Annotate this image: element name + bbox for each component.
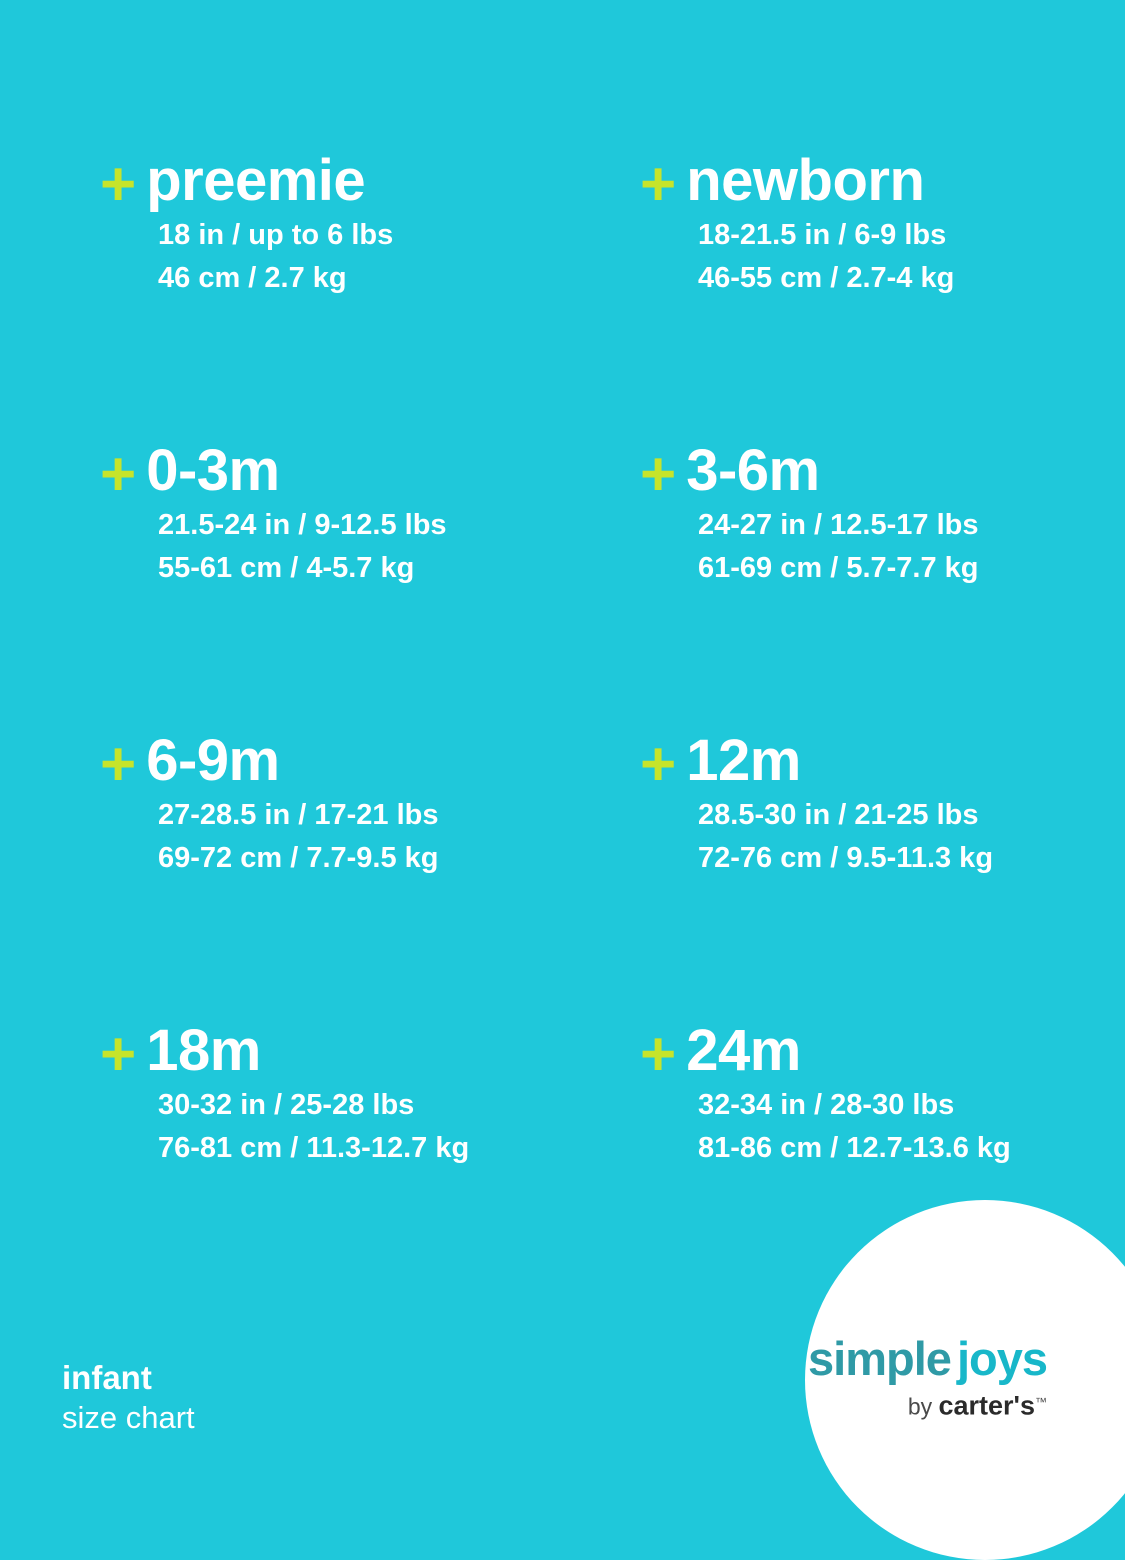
size-imperial: 18-21.5 in / 6-9 lbs bbox=[698, 219, 947, 251]
size-imperial: 28.5-30 in / 21-25 lbs bbox=[698, 799, 979, 831]
plus-icon: + bbox=[100, 1020, 137, 1089]
size-metric: 61-69 cm / 5.7-7.7 kg bbox=[698, 552, 979, 584]
logo-simple-text: simple bbox=[808, 1332, 951, 1386]
size-metric: 76-81 cm / 11.3-12.7 kg bbox=[158, 1132, 470, 1164]
page-subtitle: size chart bbox=[62, 1400, 195, 1435]
logo-wordmark bbox=[747, 1334, 1047, 1384]
plus-icon: + bbox=[640, 730, 677, 799]
brand-logo bbox=[747, 1334, 1047, 1422]
plus-icon: + bbox=[100, 730, 137, 799]
size-metric: 55-61 cm / 4-5.7 kg bbox=[158, 552, 415, 584]
size-heading bbox=[640, 1018, 1125, 1089]
size-label: newborn bbox=[686, 148, 925, 213]
size-heading bbox=[100, 148, 640, 219]
size-imperial: 24-27 in / 12.5-17 lbs bbox=[698, 509, 979, 541]
size-label: preemie bbox=[146, 148, 366, 213]
plus-icon: + bbox=[100, 150, 137, 219]
size-heading bbox=[100, 728, 640, 799]
size-label: 24m bbox=[686, 1018, 801, 1083]
size-grid bbox=[0, 150, 1125, 1310]
plus-icon: + bbox=[640, 1020, 677, 1089]
size-imperial: 30-32 in / 25-28 lbs bbox=[158, 1089, 415, 1121]
size-label: 12m bbox=[686, 728, 801, 793]
size-imperial: 21.5-24 in / 9-12.5 lbs bbox=[158, 509, 447, 541]
plus-icon: + bbox=[640, 440, 677, 509]
size-imperial: 32-34 in / 28-30 lbs bbox=[698, 1089, 955, 1121]
plus-icon: + bbox=[100, 440, 137, 509]
logo-carters-text: carter's bbox=[938, 1391, 1035, 1421]
size-block-0-3m bbox=[100, 440, 640, 730]
size-heading bbox=[640, 438, 1125, 509]
size-heading bbox=[100, 438, 640, 509]
size-block-18m bbox=[100, 1020, 640, 1310]
size-metric: 72-76 cm / 9.5-11.3 kg bbox=[698, 842, 994, 874]
page-title: infant bbox=[62, 1359, 152, 1396]
size-metric: 46-55 cm / 2.7-4 kg bbox=[698, 262, 955, 294]
size-heading bbox=[640, 148, 1125, 219]
size-metric: 69-72 cm / 7.7-9.5 kg bbox=[158, 842, 439, 874]
size-heading bbox=[640, 728, 1125, 799]
logo-byline bbox=[747, 1387, 1047, 1422]
size-label: 3-6m bbox=[686, 438, 820, 503]
trademark-symbol: ™ bbox=[1035, 1395, 1047, 1410]
size-metric: 46 cm / 2.7 kg bbox=[158, 262, 347, 294]
size-metric: 81-86 cm / 12.7-13.6 kg bbox=[698, 1132, 1011, 1164]
size-heading bbox=[100, 1018, 640, 1089]
plus-icon: + bbox=[640, 150, 677, 219]
size-label: 0-3m bbox=[146, 438, 280, 503]
size-block-6-9m bbox=[100, 730, 640, 1020]
size-label: 6-9m bbox=[146, 728, 280, 793]
size-label: 18m bbox=[146, 1018, 261, 1083]
size-block-12m bbox=[640, 730, 1125, 1020]
size-block-preemie bbox=[100, 150, 640, 440]
footer-title-group bbox=[62, 1358, 195, 1438]
logo-by-text: by bbox=[907, 1394, 933, 1420]
size-imperial: 27-28.5 in / 17-21 lbs bbox=[158, 799, 439, 831]
size-block-newborn bbox=[640, 150, 1125, 440]
size-block-3-6m bbox=[640, 440, 1125, 730]
logo-joys-text: joys bbox=[956, 1332, 1047, 1386]
size-imperial: 18 in / up to 6 lbs bbox=[158, 219, 394, 251]
